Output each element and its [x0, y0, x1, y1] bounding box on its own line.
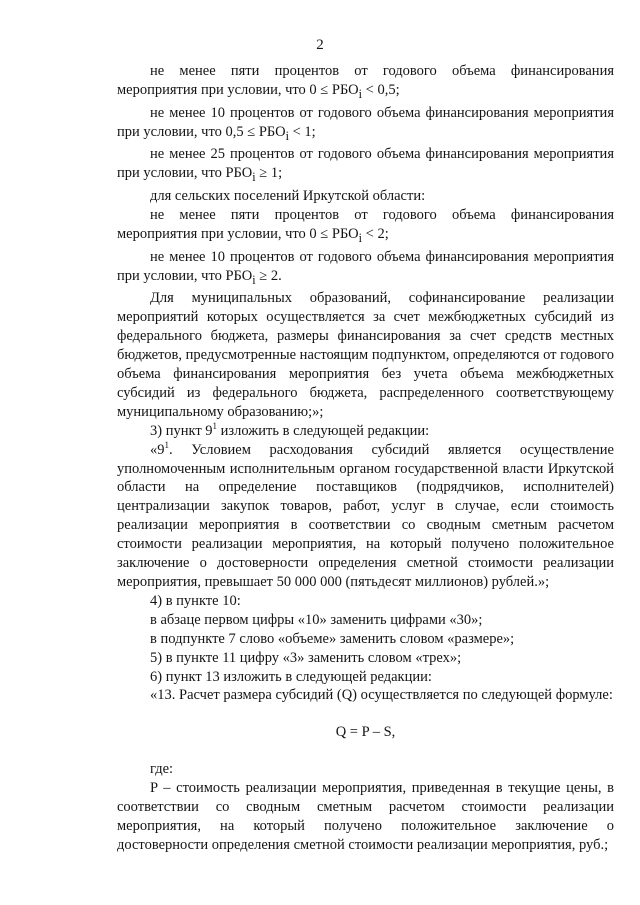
superscript: 1	[212, 420, 218, 431]
paragraph-tail: < 2;	[362, 225, 389, 242]
page-number: 2	[316, 37, 324, 53]
subscript: i	[252, 170, 256, 185]
paragraph: 6) пункт 13 изложить в следующей редакции:	[150, 668, 432, 685]
paragraph: 4) в пункте 10:	[150, 592, 241, 609]
paragraph-tail: ≥ 2.	[255, 267, 282, 284]
paragraph	[117, 422, 614, 441]
paragraph: в абзаце первом цифры «10» заменить цифрами «30»;	[150, 611, 483, 628]
superscript: 1	[164, 439, 169, 450]
paragraph: «13. Расчет размера субсидий (Q) осуществляется по следующей формуле:	[150, 687, 613, 704]
paragraph-tail: < 0,5;	[362, 81, 400, 98]
subscript: i	[358, 86, 363, 101]
paragraph-tail: . Условием расходования субсидий является осуществление уполномоченным исполнительным органом государственной власти Иркутской области на определение поставщиков (подрядчиков, исполнителей) централизации закупок товаров, работ, услуг в случае, если стоимость реализации мероприятия в соответствии со сводным сметным расчетом стоимости реализации мероприятия, на который получено положительное заключение о достоверности определения сметной стоимости реализации мероприятия, превышает 50 000 000 (пятьдесят миллионов) рублей.»;	[117, 441, 614, 591]
paragraph	[117, 206, 614, 248]
paragraph-text: «9	[150, 441, 165, 458]
paragraph: 5) в пункте 11 цифру «3» заменить словом «трех»;	[150, 649, 462, 666]
document-body	[117, 62, 614, 855]
paragraph	[117, 248, 614, 290]
paragraph-tail: ≥ 1;	[255, 165, 283, 182]
paragraph-text: не менее 10 процентов от годового объема финансирования мероприятия при условии, что 0,5 ≤ РБО	[117, 104, 614, 140]
paragraph-text: не менее пяти процентов от годового объема финансирования мероприятия при условии, что 0 ≤ РБО	[117, 63, 614, 98]
paragraph-tail: изложить в следующей редакции:	[217, 422, 430, 439]
paragraph: P – стоимость реализации мероприятия, приведенная в текущие цены, в соответствии со сводным сметным расчетом стоимости реализации мероприятия, на который получено положительное заключение о достоверности определения сметной стоимости реализации мероприятия, руб.;	[117, 780, 614, 853]
paragraph: для сельских поселений Иркутской области:	[150, 188, 426, 205]
paragraph	[117, 62, 614, 104]
subscript: i	[252, 272, 256, 287]
subscript: i	[358, 230, 363, 245]
paragraph	[117, 145, 614, 187]
paragraph-text: 3) пункт 9	[150, 422, 213, 439]
paragraph: в подпункте 7 слово «объеме» заменить словом «размере»;	[150, 630, 515, 647]
paragraph	[117, 441, 614, 592]
subscript: i	[285, 128, 289, 143]
paragraph: где:	[150, 761, 174, 778]
paragraph-text: не менее 10 процентов от годового объема финансирования мероприятия при условии, что РБО	[117, 248, 614, 284]
paragraph-text: не менее 25 процентов от годового объема финансирования мероприятия при условии, что РБО	[117, 146, 614, 182]
paragraph: Для муниципальных образований, софинансирование реализации мероприятий которых осуществляется за счет межбюджетных субсидий из федерального бюджета, размеры финансирования за счет средств местных бюджетов, предусмотренные настоящим подпунктом, определяются от годового объема финансирования мероприятия без учета объема межбюджетных субсидий из федерального бюджета, распределенного соответствующему муниципальному образованию;»;	[117, 290, 614, 420]
paragraph-text: не менее пяти процентов от годового объема финансирования мероприятия при условии, что 0 ≤ РБО	[117, 207, 614, 242]
paragraph-tail: < 1;	[288, 123, 316, 140]
formula: Q = P – S,	[335, 724, 396, 741]
paragraph	[117, 104, 614, 146]
